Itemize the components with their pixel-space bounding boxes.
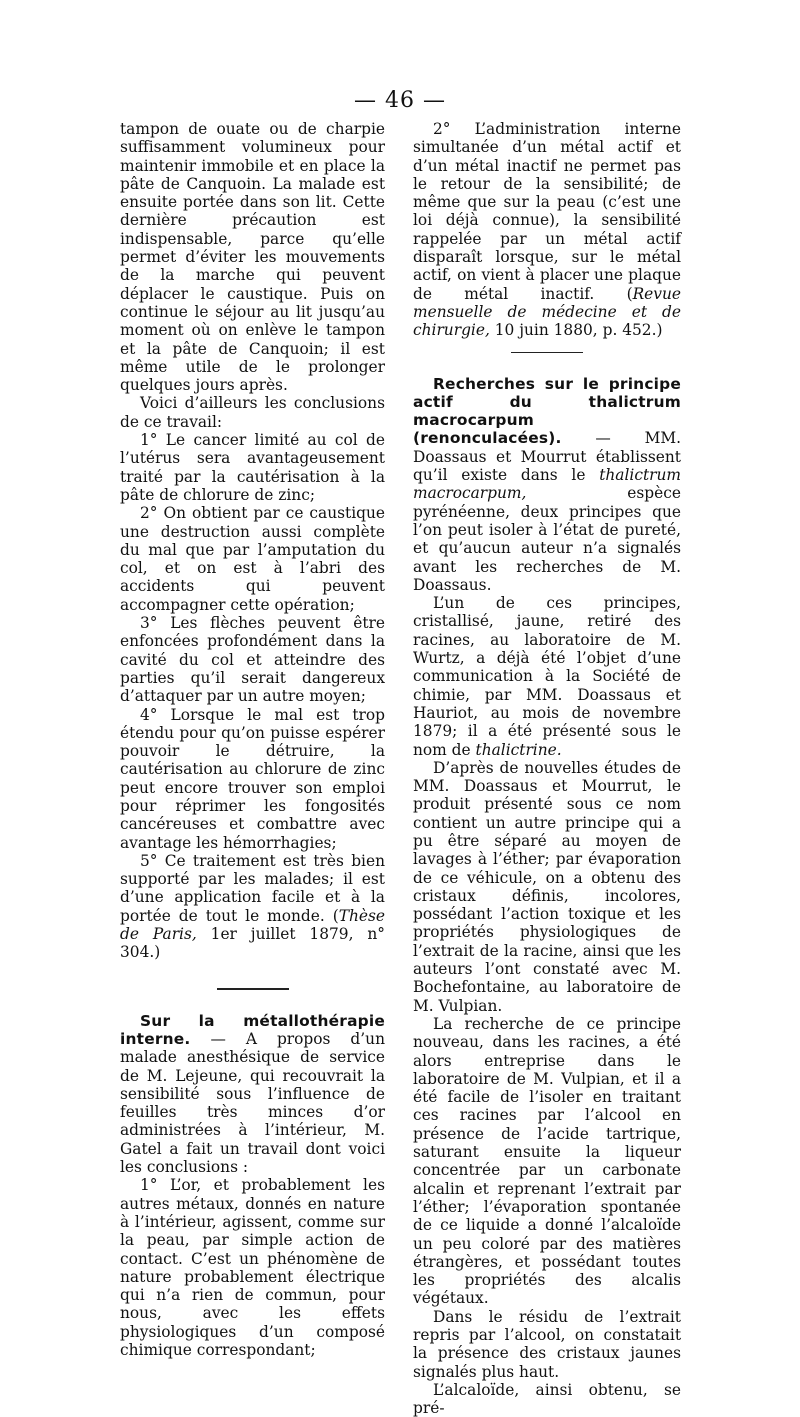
paragraph-text: L’un de ces principes, cristallisé, jaune, retiré des racines, au laboratoire de M. Wurtz, a déjà été l’objet d’une communication à la Société de chimie, par MM. Doassaus et Hauriot, au mois de novembre 1879; il a été présenté sous le nom de [413, 594, 681, 759]
paragraph: La recherche de ce principe nouveau, dans les racines, a été alors entreprise dans le laboratoire de M. Vulpian, et il a été facile de l’isoler en traitant ces racines par l’alcool en présence de l’acide tartrique, saturant ensuite la liqueur concentrée par un carbonate alcalin et reprenant l’extrait par l’éther; l’évaporation spontanée de ce liquide a donné l’alcaloïde un peu coloré par des matières étrangères, et possédant toutes les propriétés des alcalis végétaux. [413, 1014, 681, 1308]
article-intro-cont: espèce pyrénéenne, deux principes que l’on peut isoler à l’état de pureté, et qu’aucun auteur n’a signalés avant les recherches de M. Doassaus. [413, 484, 681, 594]
citation-date: 1er juillet 1879, n° 304.) [120, 925, 385, 962]
source-citation: Revue mensuelle de médecine et de chirurgie, [413, 284, 681, 340]
source-citation: Thèse de Paris, [120, 906, 385, 944]
section-divider [511, 352, 583, 353]
article-heading-paragraph [413, 375, 681, 595]
paragraph: L’alcaloïde, ainsi obtenu, se pré- [413, 1380, 681, 1417]
conclusion-item: 1° L’or, et probablement les autres métaux, donnés en nature à l’intérieur, agissent, comme sur la peau, par simple action de contact. C’est un phénomène de nature probablement électrique qui n’a rien de commun, pour nous, avec les effets physiologiques d’un composé chimique correspondant; [120, 1176, 385, 1359]
section-divider [217, 988, 289, 990]
conclusion-item [120, 852, 385, 962]
conclusion-item [413, 120, 681, 340]
conclusion-text: 2° L’administration interne simultanée d’un métal actif et d’un métal inactif ne permet pas le retour de la sensibilité; de même que sur la peau (c’est une loi déjà connue), la sensibilité rappelée par un métal actif disparaît lorsque, sur le métal actif, on vient à placer une plaque de métal inactif. ( [413, 120, 681, 303]
conclusion-item: 1° Le cancer limité au col de l’utérus sera avantageusement traité par la cautérisation à la pâte de chlorure de zinc; [120, 431, 385, 504]
article-title: Sur la métallothérapie interne. [120, 1011, 385, 1048]
paragraph: D’après de nouvelles études de MM. Doassaus et Mourrut, le produit présenté sous ce nom contient un autre principe qui a pu être séparé au moyen de lavages à l’éther; par évaporation de ce véhicule, on a obtenu des cristaux définis, incolores, possédant l’action toxique et les propriétés physiologiques de l’extrait de la racine, ainsi que les auteurs l’ont constaté avec M. Bochefontaine, au laboratoire de M. Vulpian. [413, 758, 681, 1015]
conclusion-item: 2° On obtient par ce caustique une destruction aussi complète du mal que par l’amputation du col, et on est à l’abri des accidents qui peuvent accompagner cette opération; [120, 504, 385, 614]
citation-date: 10 juin 1880, p. 452.) [489, 321, 663, 340]
page-number: — 46 — [354, 88, 446, 113]
compound-name: thalictrine. [475, 740, 562, 759]
conclusion-item: 4° Lorsque le mal est trop étendu pour qu’on puisse espérer pouvoir le détruire, la cautérisation au chlorure de zinc peut encore trouver son emploi pour réprimer les fongosités cancéreuses et combattre avec avantage les hémorrhagies; [120, 705, 385, 852]
paragraph [413, 594, 681, 759]
paragraph: Dans le résidu de l’extrait repris par l’alcool, on constatait la présence des cristaux jaunes signalés plus haut. [413, 1307, 681, 1381]
right-column [413, 120, 681, 1417]
article-title: Recherches sur le principe actif du thalictrum macrocarpum (renonculacées). [413, 374, 681, 448]
article-heading-paragraph [120, 1012, 385, 1177]
paragraph: Voici d’ailleurs les conclusions de ce travail: [120, 394, 385, 431]
left-column [120, 120, 385, 1359]
species-name: thalictrum macrocarpum, [413, 466, 681, 503]
article-intro: — MM. Doassaus et Mourrut établissent qu’il existe dans le [413, 429, 681, 485]
article-intro: — A propos d’un malade anesthésique de service de M. Lejeune, qui recouvrait la sensibilité sous l’influence de feuilles très minces d’or administrées à l’intérieur, M. Gatel a fait un travail dont voici les conclusions : [120, 1029, 385, 1177]
conclusion-item: 3° Les flèches peuvent être enfoncées profondément dans la cavité du col et atteindre des parties qu’il serait dangereux d’attaquer par un autre moyen; [120, 614, 385, 706]
paragraph: tampon de ouate ou de charpie suffisamment volumineux pour maintenir immobile et en place la pâte de Canquoin. La malade est ensuite portée dans son lit. Cette dernière précaution est indispensable, parce qu’elle permet d’éviter les mouvements de la marche qui peuvent déplacer le caustique. Puis on continue le séjour au lit jusqu’au moment où on enlève le tampon et la pâte de Canquoin; il est même utile de le prolonger quelques jours après. [120, 120, 385, 395]
conclusion-text: 5° Ce traitement est très bien supporté par les malades; il est d’une application facile et à la portée de tout le monde. ( [120, 851, 385, 925]
